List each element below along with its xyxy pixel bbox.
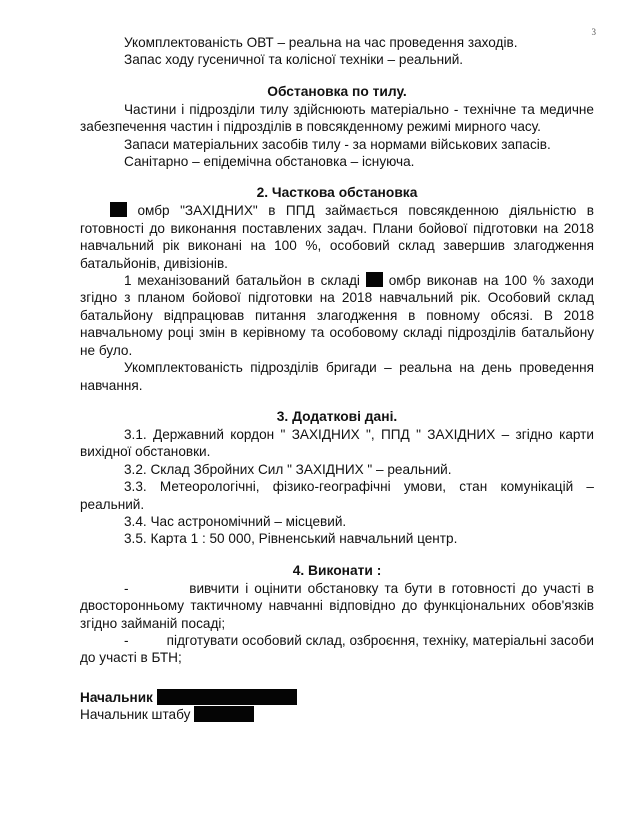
partial-paragraph-2-text-a: 1 механізований батальйон в складі — [124, 273, 360, 289]
bullet-dash: - — [124, 580, 129, 596]
additional-heading: 3. Додаткові дані. — [276, 408, 398, 424]
additional-item: 3.3. Метеорологічні, фізико-географічні умови, стан комунікацій – реальний. — [80, 479, 594, 512]
partial-paragraph-2-text-b: омбр виконав на 100 % заходи згідно з планом бойової підготовки на 2018 навчальний рік. Особовий склад батальйону відпрацював питання злагодження в повному обсязі. В 2018 навчальному році змін в керівному та особовому складі підрозділів батальйону не було. — [80, 273, 595, 358]
additional-item: 3.1. Державний кордон " ЗАХІДНИХ ", ППД " ЗАХІДНИХ – згідно карти вихідної обстановки. — [80, 426, 594, 460]
bullet-text: вивчити і оцінити обстановку та бути в готовності до участі в двосторонньому тактичному навчанні відповідно до функціональних обов'язків згідно займаній посаді; — [80, 580, 594, 631]
signature-chief — [80, 689, 594, 706]
rear-paragraph-3: Санітарно – епідемічна обстановка – існуюча. — [124, 154, 415, 170]
partial-heading: 2. Часткова обстановка — [256, 185, 418, 201]
intro-paragraph-1: Укомплектованість ОВТ – реальна на час проведення заходів. — [124, 35, 518, 50]
additional-item: 3.4. Час астрономічний – місцевий. — [124, 513, 347, 529]
rear-paragraph-2: Запаси матеріальних засобів тилу - за нормами військових запасів. — [124, 136, 551, 152]
execute-heading: 4. Виконати : — [292, 562, 382, 578]
partial-paragraph-3: Укомплектованість підрозділів бригади – реальна на день проведення навчання. — [80, 360, 594, 393]
execute-bullet-2 — [80, 632, 594, 667]
signature-chief-of-staff-label: Начальник штабу — [80, 707, 191, 723]
bullet-dash: - — [124, 632, 129, 648]
partial-paragraph-1-text: омбр "ЗАХІДНИХ" в ППД займається повсякденною діяльністю в готовності до виконання поставлених задач. Плани бойової підготовки на 2018 навчальний рік виконані на 100 %, особовий склад завершив злагодження батальйонів, дивізіонів. — [80, 203, 594, 271]
partial-paragraph-1 — [80, 202, 594, 272]
execute-bullet-1 — [80, 580, 594, 632]
additional-item: 3.2. Склад Збройних Сил " ЗАХІДНИХ " – реальний. — [124, 461, 452, 477]
redaction-block — [366, 272, 383, 287]
rear-heading: Обстановка по тилу. — [267, 83, 407, 99]
rear-paragraph-1: Частини і підрозділи тилу здійснюють матеріально - технічне та медичне забезпечення частин і підрозділів в повсякденному режимі мирного часу. — [80, 101, 594, 135]
signature-chief-label: Начальник — [80, 689, 153, 705]
redaction-block — [110, 202, 127, 217]
bullet-text: підготувати особовий склад, озброєння, техніку, матеріальні засоби до участі в БТН; — [80, 632, 594, 666]
page-number: 3 — [591, 27, 596, 37]
partial-paragraph-2 — [80, 272, 594, 359]
redaction-block — [157, 689, 297, 705]
additional-item: 3.5. Карта 1 : 50 000, Рівненський навчальний центр. — [124, 531, 458, 547]
redaction-block — [194, 706, 254, 722]
signature-chief-of-staff — [80, 706, 594, 723]
intro-paragraph-2: Запас ходу гусеничної та колісної техніки – реальний. — [124, 52, 464, 68]
